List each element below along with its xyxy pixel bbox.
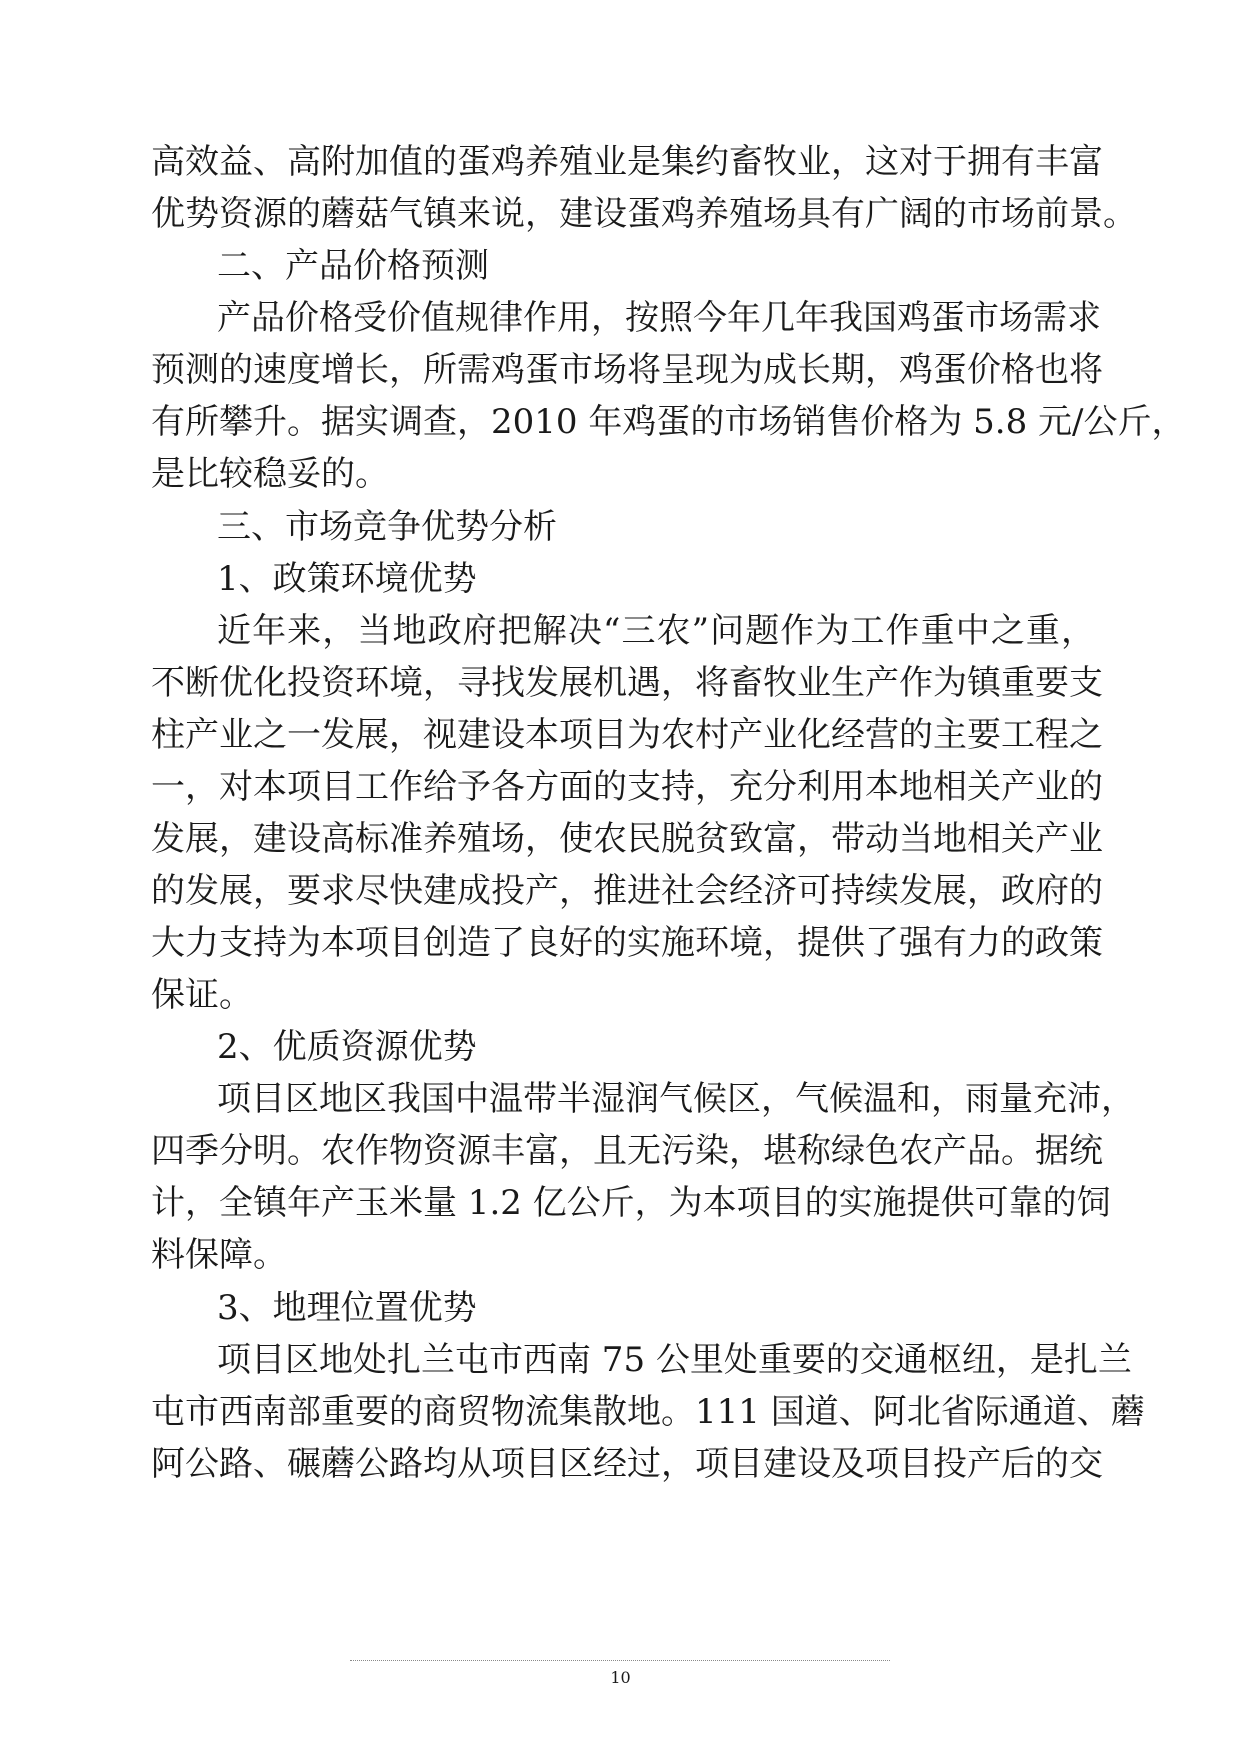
body-text-line: 柱产业之一发展，视建设本项目为农村产业化经营的主要工程之: [151, 715, 1103, 755]
body-text-line: 保证。: [151, 975, 253, 1015]
body-text-line: 不断优化投资环境，寻找发展机遇，将畜牧业生产作为镇重要支: [151, 663, 1103, 703]
body-text-line: 产品价格受价值规律作用，按照今年几年我国鸡蛋市场需求: [217, 298, 1101, 338]
body-text-line: 阿公路、碾蘑公路均从项目区经过，项目建设及项目投产后的交: [151, 1444, 1103, 1484]
body-text-line: 近年来，当地政府把解决“三农”问题作为工作重中之重，: [217, 611, 1095, 651]
body-text-line: 项目区地处扎兰屯市西南 75 公里处重要的交通枢纽，是扎兰: [217, 1340, 1132, 1380]
body-text-line: 有所攀升。据实调查，2010 年鸡蛋的市场销售价格为 5.8 元/公斤，: [151, 402, 1186, 442]
body-text-line: 一，对本项目工作给予各方面的支持，充分利用本地相关产业的: [151, 767, 1103, 807]
body-text-line: 优势资源的蘑菇气镇来说，建设蛋鸡养殖场具有广阔的市场前景。: [151, 194, 1137, 234]
section-heading: 二、产品价格预测: [217, 246, 489, 286]
body-text-line: 屯市西南部重要的商贸物流集散地。111 国道、阿北省际通道、蘑: [151, 1392, 1145, 1432]
subsection-heading: 1、政策环境优势: [217, 559, 477, 599]
body-text-line: 是比较稳妥的。: [151, 454, 389, 494]
footer-divider: [350, 1660, 890, 1661]
body-text-line: 预测的速度增长，所需鸡蛋市场将呈现为成长期，鸡蛋价格也将: [151, 350, 1103, 390]
body-text-line: 大力支持为本项目创造了良好的实施环境，提供了强有力的政策: [151, 923, 1103, 963]
body-text-line: 四季分明。农作物资源丰富，且无污染，堪称绿色农产品。据统: [151, 1131, 1103, 1171]
page-number: 10: [610, 1668, 631, 1687]
body-text-line: 料保障。: [151, 1235, 287, 1275]
body-text-line: 高效益、高附加值的蛋鸡养殖业是集约畜牧业，这对于拥有丰富: [151, 142, 1103, 182]
body-text-line: 发展，建设高标准养殖场，使农民脱贫致富，带动当地相关产业: [151, 819, 1103, 859]
section-heading: 三、市场竞争优势分析: [217, 507, 557, 547]
subsection-heading: 2、优质资源优势: [217, 1027, 477, 1067]
body-text-line: 项目区地区我国中温带半湿润气候区，气候温和，雨量充沛，: [217, 1079, 1135, 1119]
body-text-line: 计，全镇年产玉米量 1.2 亿公斤，为本项目的实施提供可靠的饲: [151, 1183, 1111, 1223]
body-text-line: 的发展，要求尽快建成投产，推进社会经济可持续发展，政府的: [151, 871, 1103, 911]
subsection-heading: 3、地理位置优势: [217, 1288, 477, 1328]
